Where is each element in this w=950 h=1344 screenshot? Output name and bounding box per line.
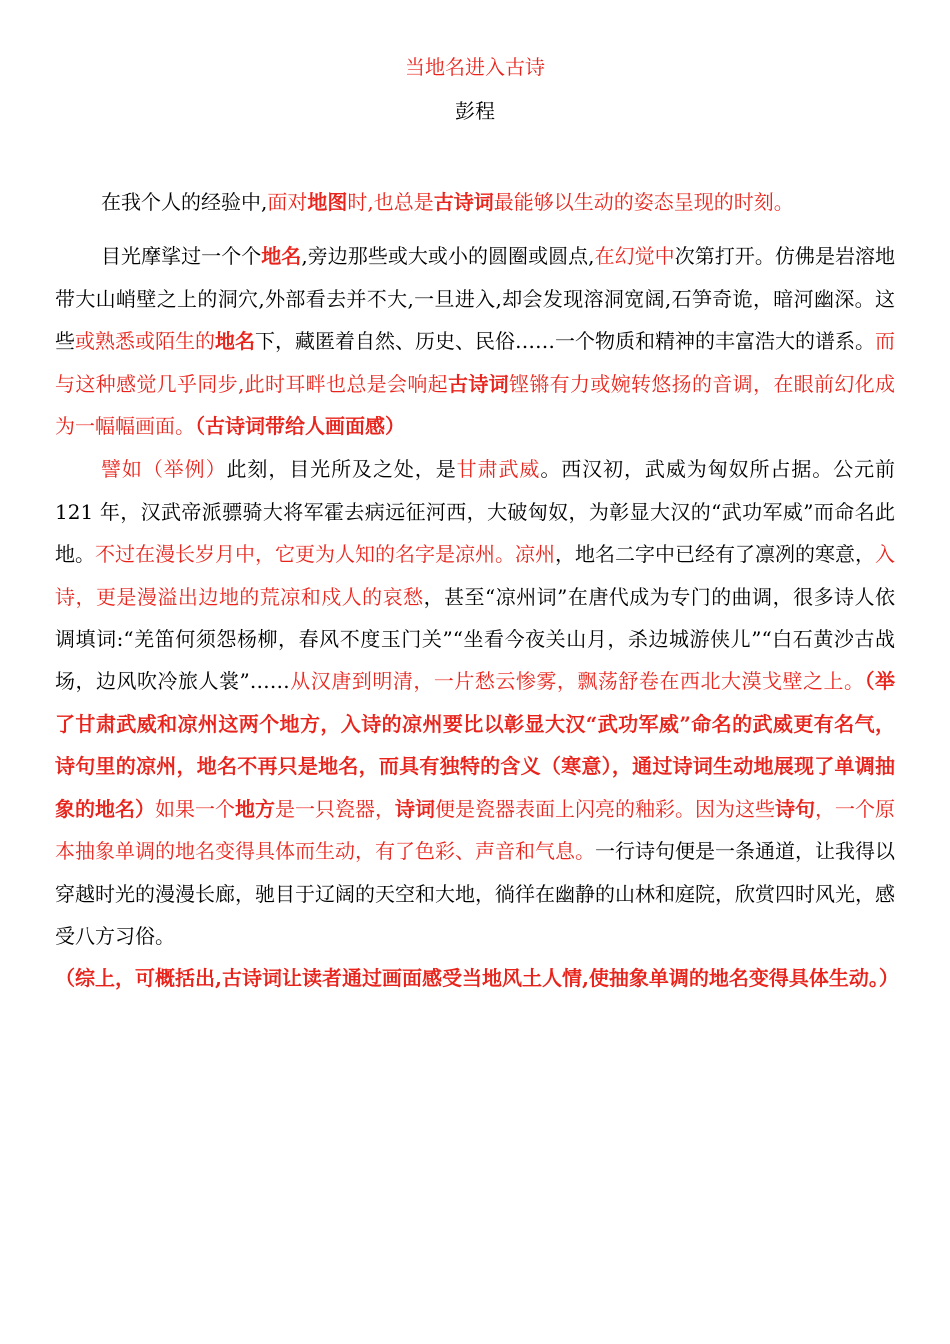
p2-segment: 次第打开。仿佛是岩溶地带大山峭壁之上的洞穴,外部看去并不大,一旦进入,却会发现溶洞宽阔,石笋奇诡，暗河幽深。这些 — [55, 244, 896, 354]
p3-segment: 诗句 — [775, 796, 815, 821]
p2-segment: 下，藏匿着自然、历史、民俗……一个物质和精神的丰富浩大的谱系。 — [255, 329, 875, 354]
p3-segment: 便是瓷器表面上闪亮的釉彩。因为这些 — [435, 796, 775, 821]
p3-segment: 一行诗句便是一条通道，让我得以穿越时光的漫漫长廊，驰目于辽阔的天空和大地，徜徉在幽静的山林和庭院，欣赏四时风光，感受八方习俗。 — [55, 839, 895, 948]
p2-segment: （古诗词带给人画面感） — [195, 414, 405, 439]
p3-segment: （举了甘肃武威和凉州这两个地方，入诗的凉州要比以彰显大汉“武功军威”命名的武威更有名气，诗句里的凉州，地名不再只是地名，而具有独特的含义（寒意），通过诗词生动地展现了单调抽象的地名） — [55, 669, 896, 821]
p1-segment: 古诗词 — [433, 190, 494, 214]
p1-segment: 最能够以生动的姿态呈现的时刻。 — [493, 190, 794, 214]
p2-segment: 目光摩挲过一个个 — [101, 244, 262, 269]
p3-segment: 入诗，更是漫溢出边地的荒凉和戍人的哀愁 — [55, 542, 895, 609]
paragraph-3 — [55, 448, 895, 957]
p2-segment: 地名 — [215, 329, 255, 354]
paragraph-2 — [55, 235, 895, 447]
p3-segment: ，一个原本抽象单调的地名变得具体而生动，有了色彩、声音和气息。 — [55, 796, 895, 864]
p3-segment: 此刻，目光所及之处，是 — [226, 457, 457, 482]
p3-segment: 甘肃武威 — [456, 457, 541, 482]
p2-segment: ,旁边那些或大或小的圆圈或圆点, — [301, 244, 595, 269]
p3-segment: 不过在漫长岁月中，它更为人知的名字是凉州。凉州 — [95, 542, 555, 567]
p3-segment: ，甚至“凉州词”在唐代成为专门的曲调，很多诗人依调填词:“羌笛何须怨杨柳，春风不度玉门关”“坐看今夜关山月，杀边城游侠儿”“白石黄沙古战场，边风吹冷旅人裳”…… — [55, 584, 896, 694]
p3-segment: 。西汉初，武威为匈奴所占据。公元前 121 年，汉武帝派骠骑大将军霍去病远征河西，大破匈奴，为彰显大汉的“武功军威”而命名此地。 — [55, 457, 896, 567]
p2-segment: 古诗词 — [448, 371, 510, 396]
p2-segment: 在幻觉中 — [594, 244, 675, 269]
p3-segment: 诗词 — [395, 796, 435, 821]
p3-segment: ，地名二字中已经有了凛冽的寒意， — [555, 542, 875, 567]
p2-segment: 而与这种感觉几乎同步,此时耳畔也总是会响起 — [55, 329, 895, 396]
paragraph-4-summary — [55, 957, 899, 999]
p1-segment: 在我个人的经验中, — [101, 190, 268, 214]
p2-segment: 铿锵有力或婉转悠扬的音调，在眼前幻化成为一幅幅画面。 — [55, 371, 896, 439]
p3-segment: 是一只瓷器， — [275, 796, 395, 821]
p4-segment: （综上，可概括出,古诗词让读者通过画面感受当地风土人情,使抽象单调的地名变得具体生动。） — [55, 966, 899, 991]
p3-segment: 如果一个 — [155, 796, 235, 821]
document-title: 当地名进入古诗 — [405, 55, 545, 79]
p2-segment: 地名 — [261, 244, 302, 269]
p1-segment: 地图 — [307, 190, 348, 214]
p1-segment: 时,也总是 — [347, 190, 434, 214]
p2-segment: 或熟悉或陌生的 — [75, 329, 215, 354]
p3-segment: 譬如（举例） — [101, 457, 227, 482]
paragraph-1 — [55, 181, 895, 223]
author-name: 彭程 — [455, 99, 495, 123]
p3-segment: 从汉唐到明清，一片愁云惨雾，飘荡舒卷在西北大漠戈壁之上。 — [289, 669, 865, 694]
p1-segment: 面对 — [267, 190, 308, 214]
p3-segment: 地方 — [235, 796, 275, 821]
article-body — [55, 181, 899, 1000]
